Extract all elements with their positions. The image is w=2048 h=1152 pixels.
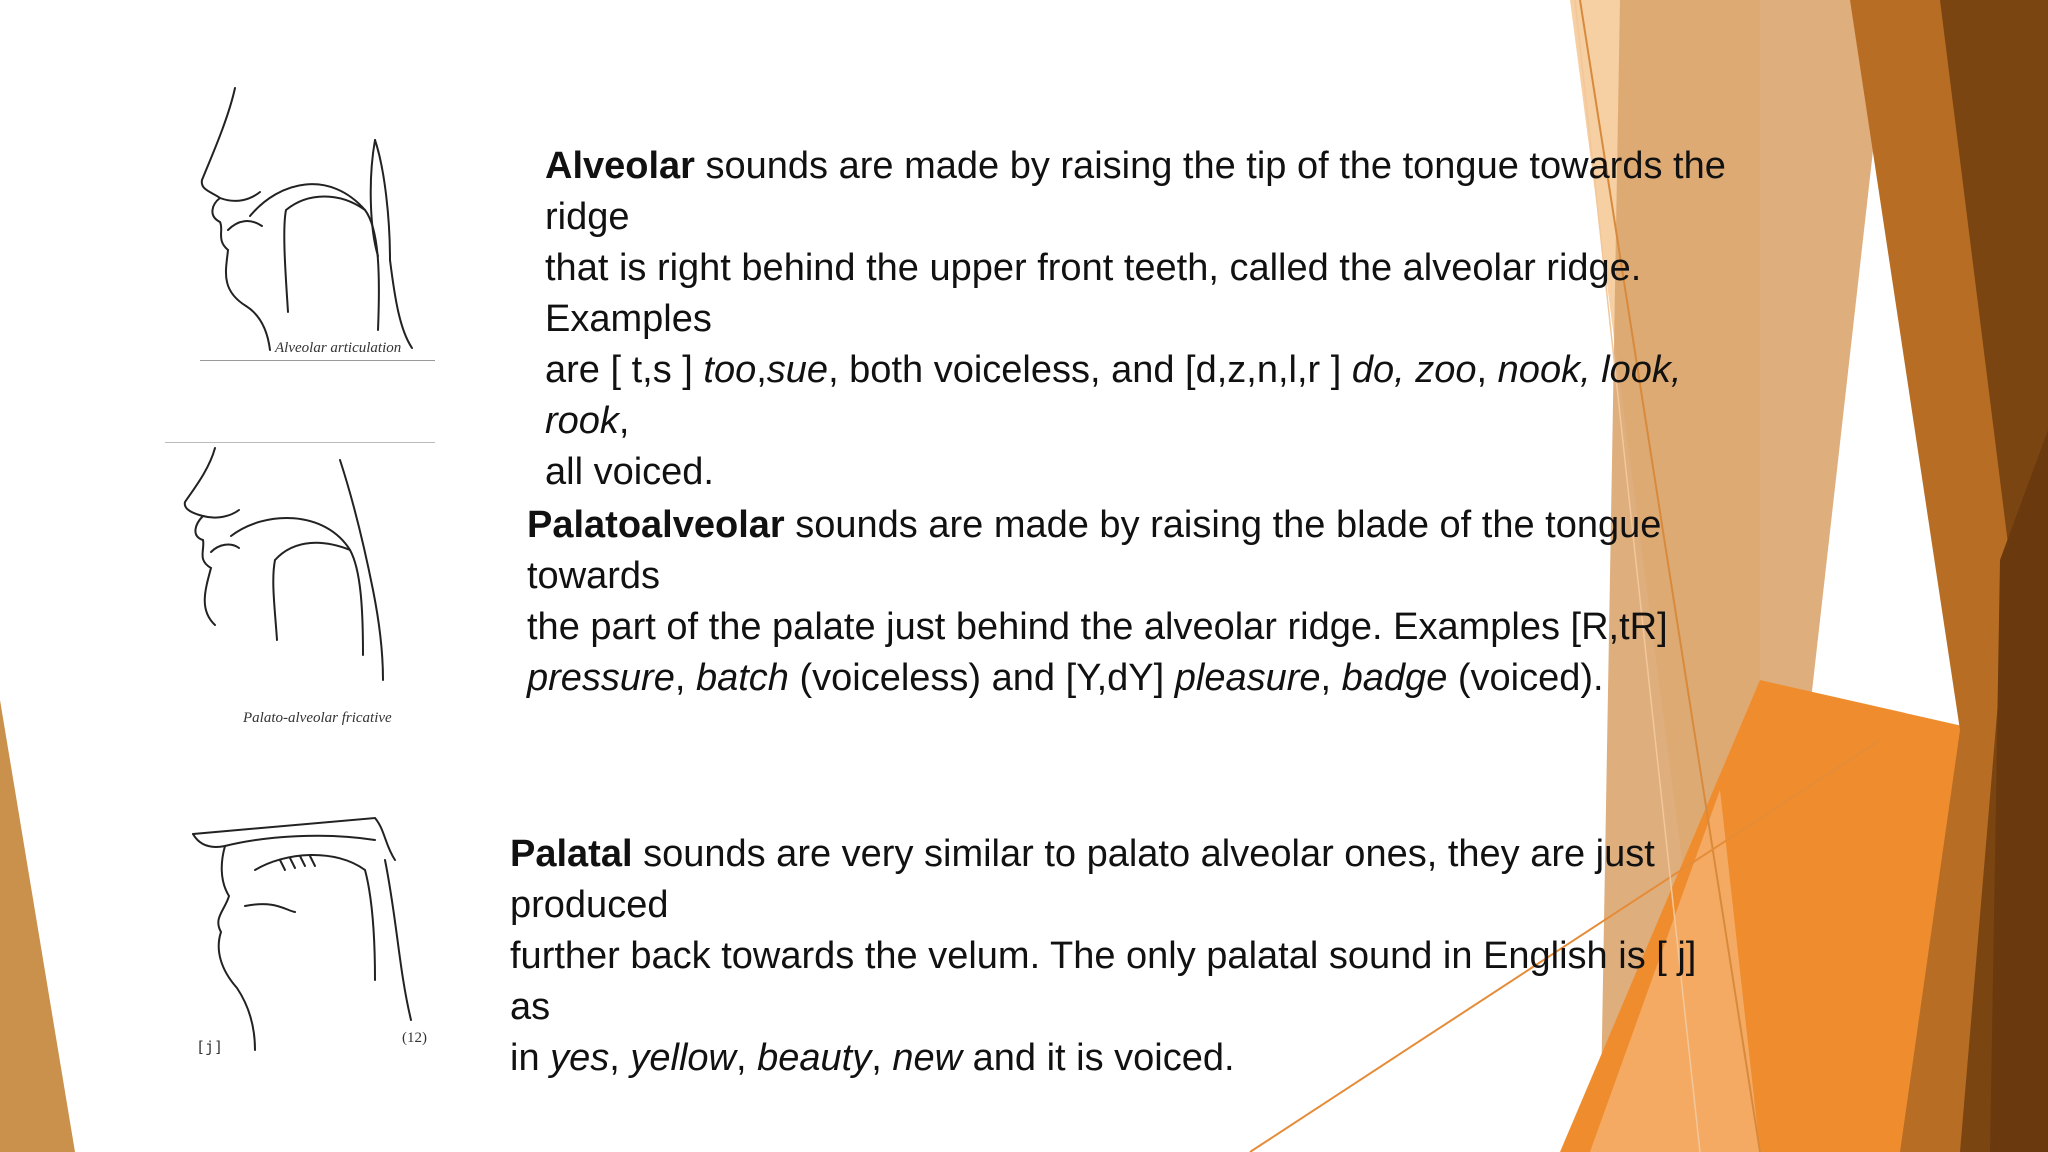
text-run: , bbox=[674, 657, 696, 699]
example-word: beauty bbox=[757, 1037, 872, 1079]
alveolar-line-1-text: sounds are made by raising the tip of the tongue towards the bbox=[694, 145, 1726, 187]
palato-alveolar-caption: Palato-alveolar fricative bbox=[243, 710, 392, 726]
palatal-caption: [j] bbox=[196, 1038, 224, 1056]
alveolar-paragraph bbox=[545, 141, 1726, 498]
palatoalveolar-paragraph bbox=[527, 500, 1668, 704]
example-word: do, zoo bbox=[1351, 349, 1477, 391]
alveolar-term: Alveolar bbox=[545, 145, 695, 187]
alveolar-line-4: Examples bbox=[545, 298, 712, 340]
example-word: sue bbox=[766, 349, 829, 391]
alveolar-line-5 bbox=[545, 345, 1726, 396]
example-word: too bbox=[703, 349, 757, 391]
alveolar-line-6 bbox=[545, 396, 1726, 447]
alveolar-caption-rule bbox=[200, 360, 435, 361]
text-run: , bbox=[871, 1037, 893, 1079]
alveolar-diagram bbox=[190, 80, 430, 370]
palatal-line-1 bbox=[510, 829, 1696, 880]
text-run: (voiceless) and [Y,dY] bbox=[788, 657, 1175, 699]
example-word: yes bbox=[550, 1037, 610, 1079]
alveolar-caption: Alveolar articulation bbox=[275, 340, 402, 356]
palatoalveolar-line-3: the part of the palate just behind the alveolar ridge. Examples [R,tR] bbox=[527, 606, 1668, 648]
example-word: new bbox=[892, 1037, 963, 1079]
palatal-line-3: further back towards the velum. The only palatal sound in English is [ j] bbox=[510, 935, 1697, 977]
text-run: , bbox=[1320, 657, 1342, 699]
example-word: batch bbox=[695, 657, 789, 699]
example-word: pleasure bbox=[1174, 657, 1321, 699]
palatal-figure-number: (12) bbox=[402, 1030, 427, 1046]
alveolar-line-1 bbox=[545, 141, 1726, 192]
palatoalveolar-line-1-text: sounds are made by raising the blade of the tongue bbox=[784, 504, 1662, 546]
alveolar-line-7: all voiced. bbox=[545, 451, 714, 493]
palatal-line-2: produced bbox=[510, 884, 669, 926]
palatoalveolar-line-4 bbox=[527, 653, 1668, 704]
text-run: , bbox=[609, 1037, 631, 1079]
palatal-line-1-text: sounds are very similar to palato alveolar ones, they are just bbox=[632, 833, 1655, 875]
text-run: , bbox=[736, 1037, 758, 1079]
example-word: yellow bbox=[630, 1037, 737, 1079]
example-word: pressure bbox=[527, 657, 675, 699]
text-run: , bbox=[756, 349, 767, 391]
text-run: in bbox=[510, 1037, 551, 1079]
palatoalveolar-term: Palatoalveolar bbox=[527, 504, 785, 546]
palatal-diagram bbox=[185, 800, 445, 1060]
text-run: , both voiceless, and [d,z,n,l,r ] bbox=[828, 349, 1352, 391]
palato-alveolar-diagram bbox=[175, 440, 415, 700]
alveolar-line-2: ridge bbox=[545, 196, 630, 238]
palatal-paragraph bbox=[510, 829, 1696, 1084]
example-word: badge bbox=[1341, 657, 1448, 699]
example-word: rook bbox=[545, 400, 619, 442]
example-word: nook, look, bbox=[1497, 349, 1682, 391]
palatoalveolar-line-1 bbox=[527, 500, 1668, 551]
text-run: are [ t,s ] bbox=[545, 349, 704, 391]
palatal-term: Palatal bbox=[510, 833, 633, 875]
left-facet bbox=[0, 700, 75, 1152]
text-run: (voiced). bbox=[1447, 657, 1604, 699]
text-run: and it is voiced. bbox=[962, 1037, 1235, 1079]
palatal-line-4: as bbox=[510, 986, 551, 1028]
alveolar-line-3: that is right behind the upper front teeth, called the alveolar ridge. bbox=[545, 247, 1642, 289]
text-run: , bbox=[1476, 349, 1498, 391]
text-run: , bbox=[618, 400, 630, 442]
palatal-line-5 bbox=[510, 1033, 1696, 1084]
palatoalveolar-line-2: towards bbox=[527, 555, 661, 597]
